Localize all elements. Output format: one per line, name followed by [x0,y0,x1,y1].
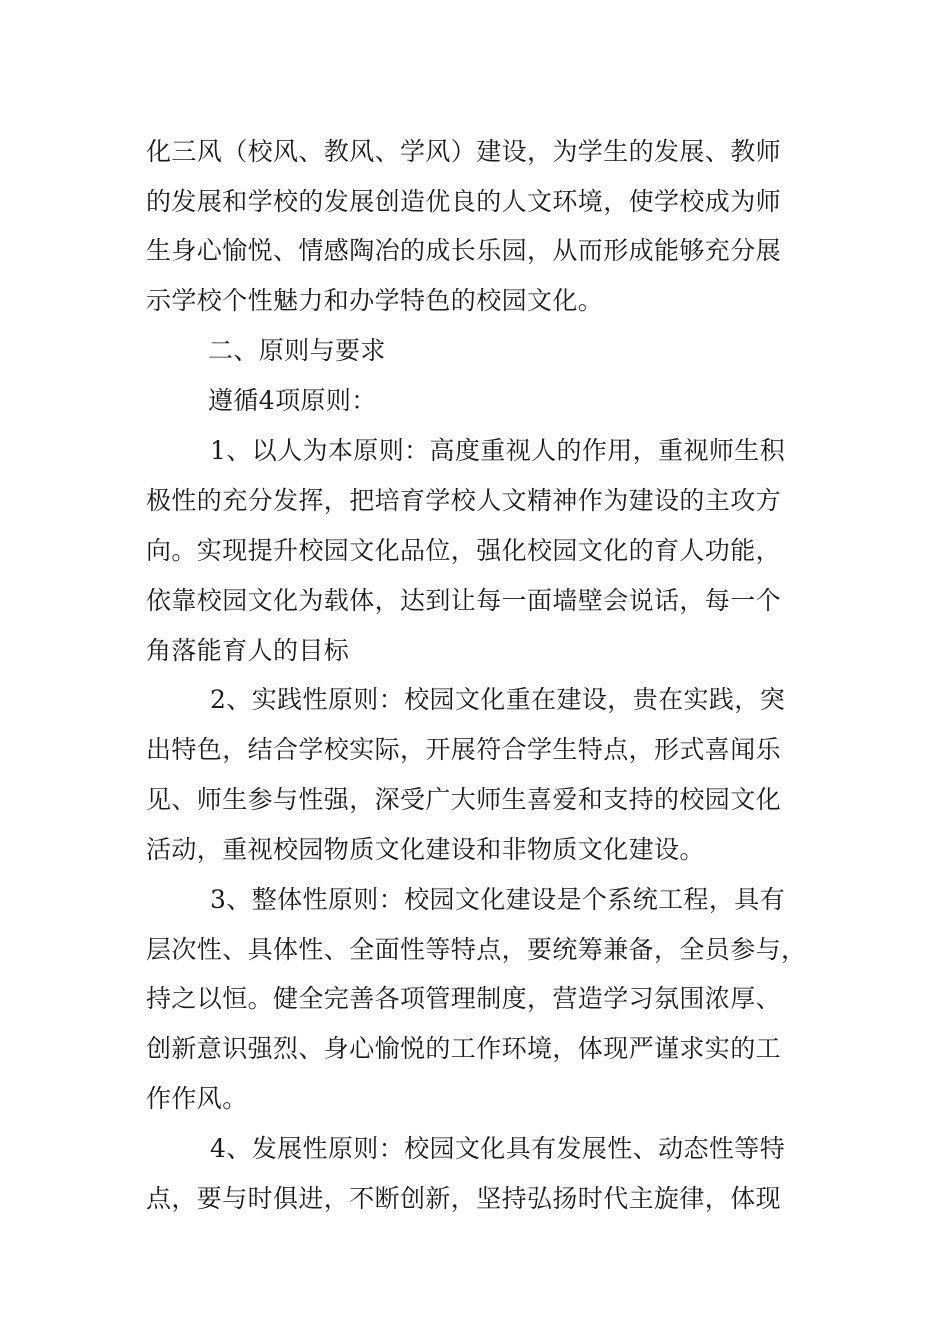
text-line: 出特色，结合学校实际，开展符合学生特点，形式喜闻乐 [146,735,782,764]
text-line: 生身心愉悦、情感陶冶的成长乐园，从而形成能够充分展 [146,236,782,265]
text-line: 1、以人为本原则：高度重视人的作用，重视师生积 [210,436,786,465]
text-line: 化三风（校风、教风、学风）建设，为学生的发展、教师 [146,137,782,166]
text-line: 3、整体性原则：校园文化建设是个系统工程，具有 [210,885,786,914]
text-line: 2、实践性原则：校园文化重在建设，贵在实践，突 [210,685,786,714]
text-line: 角落能育人的目标 [146,636,350,665]
text-line: 持之以恒。健全完善各项管理制度，营造学习氛围浓厚、 [146,984,782,1013]
text-line: 遵循4项原则： [208,386,377,415]
text-line: 向。实现提升校园文化品位，强化校园文化的育人功能， [146,536,782,565]
text-line: 活动，重视校园物质文化建设和非物质文化建设。 [146,835,705,864]
text-line: 创新意识强烈、身心愉悦的工作环境，体现严谨求实的工 [146,1034,782,1063]
text-line: 点，要与时俱进，不断创新，坚持弘扬时代主旋律，体现 [146,1184,782,1213]
text-line: 作作风。 [146,1084,248,1113]
text-line: 4、发展性原则：校园文化具有发展性、动态性等特 [210,1134,786,1163]
text-line: 示学校个性魅力和办学特色的校园文化。 [146,286,604,315]
text-line: 的发展和学校的发展创造优良的人文环境，使学校成为师 [146,187,782,216]
text-line: 层次性、具体性、全面性等特点，要统筹兼备，全员参与， [146,935,807,964]
text-line: 见、师生参与性强，深受广大师生喜爱和支持的校园文化 [146,785,782,814]
section-heading: 二、原则与要求 [208,336,386,365]
text-line: 极性的充分发挥，把培育学校人文精神作为建设的主攻方 [146,486,782,515]
text-line: 依靠校园文化为载体，达到让每一面墙壁会说话，每一个 [146,586,782,615]
